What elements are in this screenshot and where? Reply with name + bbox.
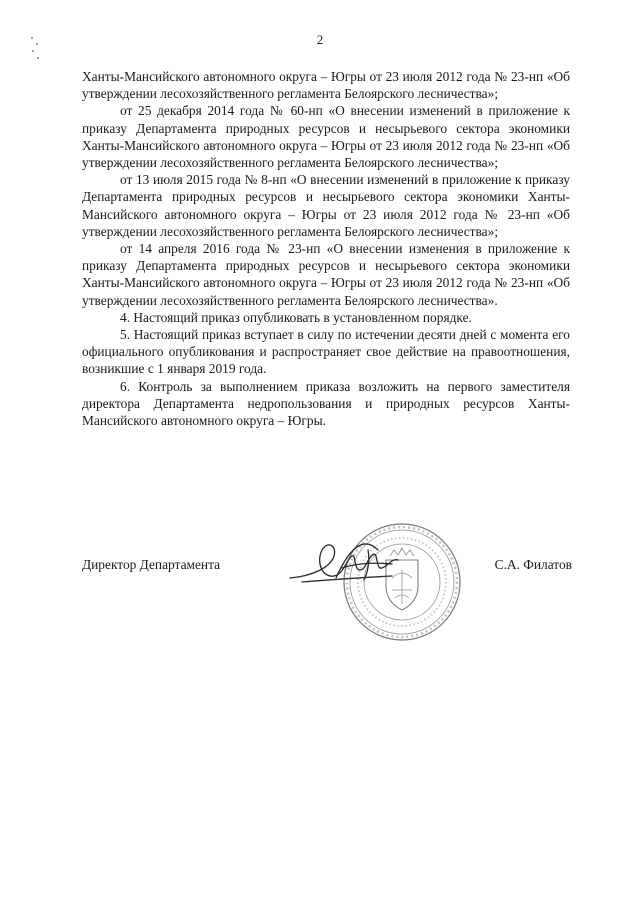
paragraph-clause-5: 5. Настоящий приказ вступает в силу по истечении десяти дней с момента его официального опубликования и распространяет свое действие на правоотношения, возникшие с 1 января 2019 года. — [82, 327, 570, 377]
paragraph-clause-6: 6. Контроль за выполнением приказа возложить на первого заместителя директора Департамента недропользования и природных ресурсов Ханты-Мансийского автономного округа – Югры. — [82, 378, 570, 429]
paragraph-amendment-2015: от 13 июля 2015 года № 8-нп «О внесении изменений в приложение к приказу Департамента природных ресурсов и несырьевого сектора экономики Ханты-Мансийского автономного округа – Югры от 23 июля 2012 года № 23-нп «Об утверждении лесохозяйственного регламента Белоярского лесничества»; — [82, 172, 570, 239]
signature-block — [82, 557, 572, 577]
signer-title: Директор Департамента — [82, 557, 221, 572]
official-seal-stamp — [344, 524, 460, 640]
paragraph-continuation: Ханты-Мансийского автономного округа – Югры от 23 июля 2012 года № 23-нп «Об утверждении лесохозяйственного регламента Белоярского лесничества»; — [82, 69, 570, 102]
paragraph-clause-4: 4. Настоящий приказ опубликовать в установленном порядке. — [120, 309, 472, 325]
paragraph-amendment-2014: от 25 декабря 2014 года № 60-нп «О внесении изменений в приложение к приказу Департамента природных ресурсов и несырьевого сектора экономики Ханты-Мансийского автономного округа – Югры от 23 июля 2012 года № 23-нп «Об утверждении лесохозяйственного регламента Белоярского лесничества»; — [82, 103, 570, 171]
official-seal-and-signature — [282, 520, 462, 650]
paragraph-amendment-2016: от 14 апреля 2016 года № 23-нп «О внесении изменения в приложение к приказу Департамента природных ресурсов и несырьевого сектора экономики Ханты-Мансийского автономного округа – Югры от 23 июля 2012 года № 23-нп «Об утверждении лесохозяйственного регламента Белоярского лесничества». — [82, 241, 570, 308]
signer-name: С.А. Филатов — [494, 557, 572, 572]
margin-binding-marks — [28, 34, 42, 64]
document-body — [82, 68, 570, 429]
page-number: 2 — [316, 32, 324, 47]
